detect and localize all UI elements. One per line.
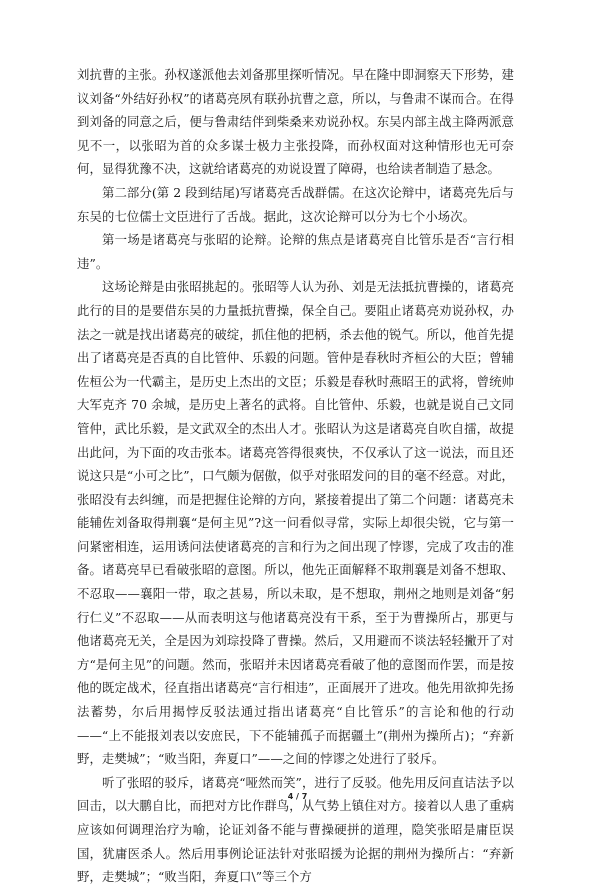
- paragraph-1: 刘抗曹的主张。孙权遂派他去刘备那里探听情况。早在隆中即洞察天下形势，建议刘备“外结好孙权”的诸葛亮夙有联孙抗曹之意，所以，与鲁肃不谋而合。在得到刘备的同意之后，便与鲁肃结伴到柴桑来劝说孙权。东吴内部主战主降两派意见不一，以张昭为首的众多谋士极力主张投降，而孙权面对这种情形也无可奈何，显得犹豫不决，这就给诸葛亮的劝说设置了障碍，也给读者制造了悬念。: [77, 67, 514, 177]
- paragraph-4: 这场论辩是由张昭挑起的。张昭等人认为孙、刘是无法抵抗曹操的，诸葛亮此行的目的是要借东吴的力量抵抗曹操，保全自己。要阻止诸葛亮劝说孙权，办法之一就是找出诸葛亮的破绽，抓住他的把柄，杀去他的锐气。所以，他首先提出了诸葛亮是否真的自比管仲、乐毅的问题。管仲是春秋时齐桓公的大臣；曾辅佐桓公为一代霸主，是历史上杰出的文臣；乐毅是春秋时燕昭王的武将，曾统帅大军克齐 70 余城，是历史上著名的武将。自比管仲、乐毅，也就是说自己文同管仲，武比乐毅，是文武双全的杰出人才。张昭认为这是诸葛亮自吹自擂，故提出此问，为下面的攻击张本。诸葛亮答得很爽快，不仅承认了这一说法，而且还说这只是“小可之比”，口气颇为倨傲，似乎对张昭发问的目的毫不经意。对此，张昭没有去纠缠，而是把握住论辩的方向，紧接着提出了第二个问题：诸葛亮未能辅佐刘备取得荆襄“是何主见”?这一问看似寻常，实际上却很尖锐，它与第一问紧密相连，运用诱问法使诸葛亮的言和行为之间出现了悖谬，完成了攻击的准备。诸葛亮早已看破张昭的意图。所以，他先正面解释不取荆襄是刘备不想取、不忍取——襄阳一带，取之甚易，所以未取，是不想取，荆州之地则是刘备“躬行仁义”不忍取——从而表明这与他诸葛亮没有干系，至于为曹操所占，那更与他诸葛亮无关，全是因为刘琮投降了曹操。然后，又用避而不谈法轻轻撇开了对方“是何主见”的问题。然而，张昭并未因诸葛亮看破了他的意图而作罢，而是按他的既定战术，径直指出诸葛亮“言行相违”，正面展开了进攻。他先用欲抑先扬法蓄势，尔后用揭悖反驳法通过指出诸葛亮“自比管乐”的言论和他的行动——“上不能报刘表以安庶民，下不能辅孤子而据疆土”(荆州为操所占)；“弃新野，走樊城”；“败当阳，奔夏口”——之间的悖谬之处进行了驳斥。: [77, 279, 514, 767]
- page-number: 4 / 7: [287, 792, 308, 801]
- paragraph-3: 第一场是诸葛亮与张昭的论辩。论辩的焦点是诸葛亮自比管乐是否“言行相违”。: [77, 232, 514, 271]
- paragraph-5: 听了张昭的驳斥，诸葛亮“哑然而笑”，进行了反驳。他先用反问直诘法予以回击，以大鹏自比，而把对方比作群鸟，从气势上镇住对方。接着以人患了重病应该如何调理治疗为喻，论证刘备不能与曹操硬拼的道理，隐笑张昭是庸臣误国，犹庸医杀人。然后用事例论证法针对张昭援为论据的荆州为操所占：“弃新野，走樊城”；“败当阳，奔夏口\”等三个方: [77, 774, 514, 885]
- document-body: [77, 63, 514, 889]
- paragraph-2: 第二部分(第 2 段到结尾)写诸葛亮舌战群儒。在这次论辩中，诸葛亮先后与东吴的七位儒士文臣进行了舌战。据此，这次论辩可以分为七个小场次。: [77, 184, 514, 224]
